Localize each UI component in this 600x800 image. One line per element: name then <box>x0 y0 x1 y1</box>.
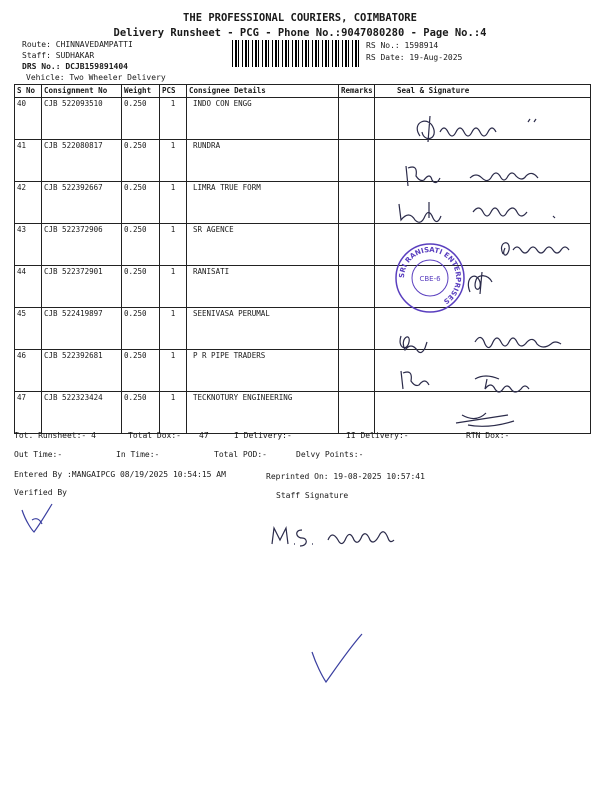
col-pcs: PCS <box>160 85 187 98</box>
out-time: Out Time:- <box>14 450 63 459</box>
company-title: THE PROFESSIONAL COURIERS, COIMBATORE <box>183 12 417 24</box>
cell-remarks <box>339 224 375 266</box>
vehicle-label: Vehicle: Two Wheeler Delivery <box>26 73 166 82</box>
verified-tick <box>18 500 58 540</box>
signature-row-46b <box>395 365 595 395</box>
cell-consignment: CJB 522372906 <box>42 224 122 266</box>
rs-number: RS No.: 1598914 <box>366 41 439 50</box>
cell-remarks <box>339 182 375 224</box>
drs-label: DRS No.: DCJB159891404 <box>22 62 128 71</box>
cell-weight: 0.250 <box>122 182 160 224</box>
cell-remarks <box>339 140 375 182</box>
cell-consignee: SEENIVASA PERUMAL <box>187 308 339 350</box>
cell-sno: 44 <box>15 266 42 308</box>
in-time: In Time:- <box>116 450 160 459</box>
cell-consignee: LIMRA TRUE FORM <box>187 182 339 224</box>
cell-weight: 0.250 <box>122 266 160 308</box>
cell-pcs: 1 <box>160 392 187 434</box>
cell-pcs: 1 <box>160 98 187 140</box>
staff-signature-label: Staff Signature <box>276 491 349 500</box>
cell-weight: 0.250 <box>122 392 160 434</box>
cell-sno: 41 <box>15 140 42 182</box>
entered-by: Entered By :MANGAIPCG 08/19/2025 10:54:15 AM <box>14 470 226 479</box>
cell-consignment: CJB 522323424 <box>42 392 122 434</box>
cell-sno: 42 <box>15 182 42 224</box>
company-stamp <box>392 240 468 316</box>
cell-weight: 0.250 <box>122 308 160 350</box>
col-remarks: Remarks <box>339 85 375 98</box>
cell-remarks <box>339 350 375 392</box>
staff-label: Staff: SUDHAKAR <box>22 51 95 60</box>
cell-remarks <box>339 308 375 350</box>
verified-by: Verified By <box>14 488 67 497</box>
cell-sno: 40 <box>15 98 42 140</box>
barcode <box>232 40 360 67</box>
cell-consignee: INDO CON ENGG <box>187 98 339 140</box>
rs-date: RS Date: 19-Aug-2025 <box>366 53 463 62</box>
cell-remarks <box>339 98 375 140</box>
cell-sno: 45 <box>15 308 42 350</box>
reprinted-on: Reprinted On: 19-08-2025 10:57:41 <box>266 472 425 481</box>
cell-consignment: CJB 522372901 <box>42 266 122 308</box>
total-dox-label: Total Dox:- <box>128 431 181 440</box>
bottom-tick <box>306 630 366 690</box>
rtn-dox: RTN Dox:- <box>466 431 510 440</box>
signature-row-42 <box>395 198 585 228</box>
cell-sno: 43 <box>15 224 42 266</box>
cell-consignment: CJB 522093510 <box>42 98 122 140</box>
cell-sno: 47 <box>15 392 42 434</box>
cell-consignment: CJB 522392667 <box>42 182 122 224</box>
signature-row-40 <box>400 112 550 148</box>
signature-row-47 <box>452 405 532 430</box>
col-sno: S No <box>15 85 42 98</box>
col-consignment: Consignment No <box>42 85 122 98</box>
cell-pcs: 1 <box>160 140 187 182</box>
cell-consignee: P R PIPE TRADERS <box>187 350 339 392</box>
tot-runsheet: Tot. Runsheet:- 4 <box>14 431 96 440</box>
cell-sno: 46 <box>15 350 42 392</box>
cell-weight: 0.250 <box>122 140 160 182</box>
cell-consignee: SR AGENCE <box>187 224 339 266</box>
i-delivery: I Delivery:- <box>234 431 292 440</box>
stamp-center-text: CBE-6 <box>419 275 441 283</box>
cell-pcs: 1 <box>160 182 187 224</box>
signature-row-41 <box>400 160 590 190</box>
ii-delivery: II Delivery:- <box>346 431 409 440</box>
stamp-ring-text: SRI RANISATI ENTERPRISES <box>397 245 463 306</box>
table-row <box>15 266 591 308</box>
cell-weight: 0.250 <box>122 224 160 266</box>
signature-row-43 <box>495 236 590 264</box>
cell-remarks <box>339 392 375 434</box>
col-consignee: Consignee Details <box>187 85 339 98</box>
cell-consignee: RUNDRA <box>187 140 339 182</box>
staff-signature-mark <box>268 522 428 552</box>
cell-weight: 0.250 <box>122 350 160 392</box>
col-signature: Seal & Signature <box>375 85 591 98</box>
cell-remarks <box>339 266 375 308</box>
col-weight: Weight <box>122 85 160 98</box>
delvy-points: Delvy Points:- <box>296 450 364 459</box>
cell-consignment: CJB 522419897 <box>42 308 122 350</box>
cell-pcs: 1 <box>160 308 187 350</box>
cell-pcs: 1 <box>160 266 187 308</box>
total-dox-value: 47 <box>199 431 209 440</box>
signature-row-46a <box>395 328 595 364</box>
cell-consignment: CJB 522392681 <box>42 350 122 392</box>
cell-consignee: RANISATI <box>187 266 339 308</box>
cell-pcs: 1 <box>160 224 187 266</box>
runsheet-subtitle: Delivery Runsheet - PCG - Phone No.:9047080280 - Page No.:4 <box>113 27 487 39</box>
cell-weight: 0.250 <box>122 98 160 140</box>
signature-row-44 <box>462 268 502 298</box>
cell-pcs: 1 <box>160 350 187 392</box>
total-pod: Total POD:- <box>214 450 267 459</box>
cell-consignment: CJB 522080817 <box>42 140 122 182</box>
route-label: Route: CHINNAVEDAMPATTI <box>22 40 133 49</box>
cell-consignee: TECKNOTURY ENGINEERING <box>187 392 339 434</box>
table-header-row <box>15 85 591 98</box>
